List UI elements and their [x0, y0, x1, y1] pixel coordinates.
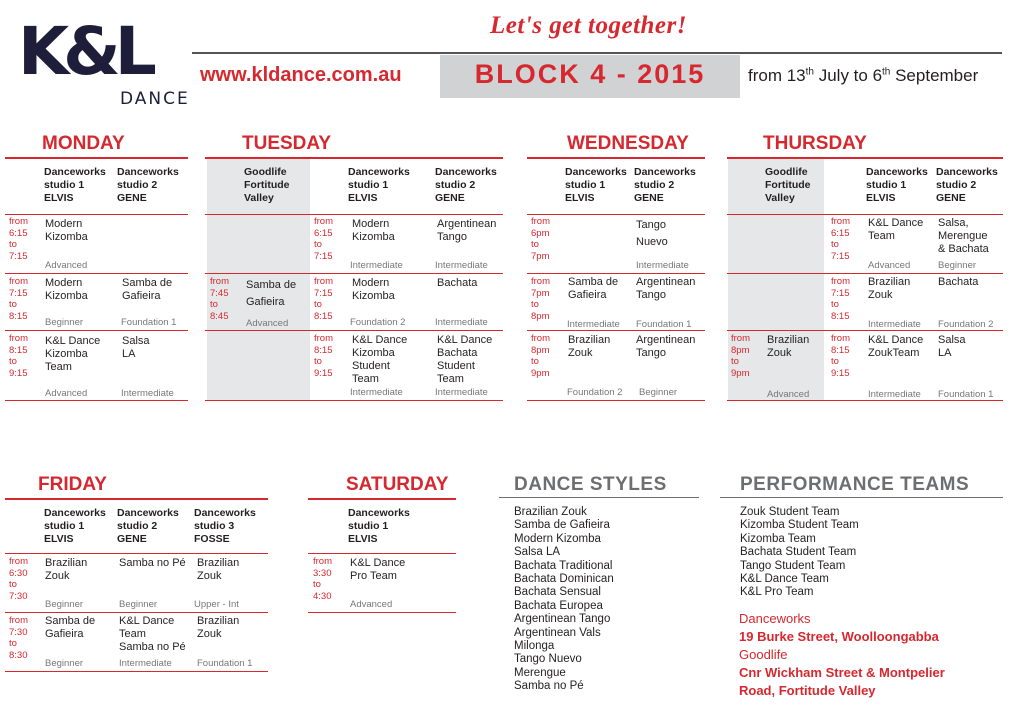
class-level: Advanced	[45, 388, 88, 399]
list-item: Bachata Student Team	[740, 546, 857, 559]
class-name: Tango Nuevo	[636, 219, 668, 248]
class-name: Modern Kizomba	[352, 277, 395, 302]
list-item: Bachata Sensual	[514, 586, 601, 599]
class-level: Beginner	[639, 387, 678, 398]
day-title-tuesday: TUESDAY	[242, 133, 332, 154]
class-level: Intermediate	[636, 260, 689, 271]
dance-styles-list	[514, 506, 614, 694]
list-item: Samba de Gafieira	[514, 519, 610, 532]
time-slot: from 3:30 to 4:30	[313, 556, 332, 602]
block-title: BLOCK 4 - 2015	[474, 59, 706, 89]
class-level: Intermediate	[567, 319, 620, 330]
col-head-goodlife: Goodlife Fortitude Valley	[765, 166, 811, 204]
class-name: Brazilian Zouk	[197, 557, 240, 582]
time-slot: from 7pm to 8pm	[531, 276, 550, 322]
class-name: Samba no Pé	[119, 557, 186, 569]
time-slot: from 7:15 to 8:15	[9, 276, 28, 322]
class-level: Intermediate	[435, 387, 488, 398]
class-name: K&L Dance Team	[868, 217, 924, 242]
kl-dance-logo	[18, 12, 188, 112]
col-head-studio2: Danceworks studio 2 GENE	[936, 166, 998, 204]
class-name: K&L Dance ZoukTeam	[868, 334, 924, 359]
class-name: Argentinean Tango	[437, 218, 497, 243]
class-level: Beginner	[45, 658, 84, 669]
time-slot: from 8pm to 9pm	[531, 333, 550, 379]
col-head-studio1: Danceworks studio 1 ELVIS	[866, 166, 928, 204]
class-level: Foundation 1	[938, 389, 994, 400]
venue-goodlife-name: Goodlife	[739, 647, 788, 662]
class-name: Brazilian Zouk	[868, 276, 911, 301]
day-title-saturday: SATURDAY	[346, 474, 449, 495]
col-head-studio2: Danceworks studio 2 GENE	[634, 166, 696, 204]
class-name: K&L Dance Team Samba no Pé	[119, 615, 186, 653]
class-name: Salsa LA	[122, 335, 150, 360]
time-slot: from 8pm to 9pm	[731, 333, 750, 379]
venue-goodlife-address-1: Cnr Wickham Street & Montpelier	[739, 665, 945, 680]
class-level: Foundation 1	[636, 319, 692, 330]
date-range: from 13th July to 6th September	[748, 66, 979, 85]
class-name: Bachata	[938, 276, 979, 288]
list-item: Brazilian Zouk	[514, 506, 587, 518]
time-slot: from 8:15 to 9:15	[9, 333, 28, 379]
col-head-studio1: Danceworks studio 1 ELVIS	[348, 507, 410, 545]
class-name: Samba de Gafieira	[45, 615, 96, 640]
class-level: Advanced	[45, 260, 88, 271]
venue-danceworks-name: Danceworks	[739, 611, 811, 626]
dance-styles-title: DANCE STYLES	[514, 474, 667, 495]
list-item: Samba no Pé	[514, 680, 584, 693]
class-level: Intermediate	[121, 388, 174, 399]
day-title-monday: MONDAY	[42, 133, 125, 154]
class-name: Brazilian Zouk	[568, 334, 611, 359]
col-head-studio1: Danceworks studio 1 ELVIS	[565, 166, 627, 204]
class-level: Intermediate	[350, 387, 403, 398]
time-slot: from 8:15 to 9:15	[831, 333, 850, 379]
list-item: Bachata Dominican	[514, 573, 614, 586]
class-level: Advanced	[350, 599, 393, 610]
time-slot: from 6:30 to 7:30	[9, 556, 28, 602]
time-slot: from 7:30 to 8:30	[9, 615, 28, 661]
class-level: Beginner	[938, 260, 977, 271]
logo-sub: DANCE	[120, 89, 188, 109]
col-head-studio2: Danceworks studio 2 GENE	[117, 166, 179, 204]
list-item: K&L Pro Team	[740, 586, 814, 599]
class-level: Intermediate	[435, 317, 488, 328]
time-slot: from 8:15 to 9:15	[314, 333, 333, 379]
list-item: Milonga	[514, 640, 555, 653]
class-name: Modern Kizomba	[45, 277, 88, 302]
day-title-wednesday: WEDNESDAY	[567, 133, 689, 154]
col-head-studio2: Danceworks studio 2 GENE	[435, 166, 497, 204]
class-level: Intermediate	[868, 319, 921, 330]
venues	[739, 610, 945, 700]
class-name: Brazilian Zouk	[45, 557, 88, 582]
class-level: Intermediate	[119, 658, 172, 669]
class-name: K&L Dance Bachata Student Team	[437, 334, 493, 385]
list-item: Kizomba Student Team	[740, 519, 859, 532]
list-item: Argentinean Tango	[514, 613, 611, 626]
class-level: Beginner	[119, 599, 158, 610]
col-head-goodlife: Goodlife Fortitude Valley	[244, 166, 290, 204]
class-name: K&L Dance Kizomba Team	[45, 335, 101, 373]
time-slot: from 6:15 to 7:15	[831, 216, 850, 262]
list-item: Bachata Traditional	[514, 559, 613, 572]
list-item: Tango Student Team	[740, 559, 846, 572]
list-item: Salsa LA	[514, 546, 561, 559]
class-name: K&L Dance Kizomba Student Team	[352, 334, 408, 385]
class-name: Brazilian Zouk	[197, 615, 240, 640]
time-slot: from 6:15 to 7:15	[9, 216, 28, 262]
class-level: Foundation 1	[197, 658, 253, 669]
class-level: Advanced	[868, 260, 911, 271]
day-title-thursday: THURSDAY	[763, 133, 867, 154]
class-level: Advanced	[246, 318, 289, 329]
class-name: Salsa, Merengue & Bachata	[938, 217, 989, 255]
col-head-studio3: Danceworks studio 3 FOSSE	[194, 507, 256, 545]
class-level: Beginner	[45, 599, 84, 610]
performance-teams-title: PERFORMANCE TEAMS	[740, 474, 970, 495]
day-title-friday: FRIDAY	[38, 474, 107, 495]
list-item: Zouk Student Team	[740, 506, 840, 518]
class-name: Salsa LA	[938, 334, 966, 359]
class-level: Beginner	[45, 317, 84, 328]
venue-goodlife-address-2: Road, Fortitude Valley	[739, 683, 876, 698]
list-item: Argentinean Vals	[514, 626, 601, 639]
logo-text: K&L	[18, 13, 151, 90]
class-name: Samba de Gafieira	[122, 277, 173, 302]
col-head-studio2: Danceworks studio 2 GENE	[117, 507, 179, 545]
class-name: Samba de Gafieira	[246, 279, 297, 308]
class-name: Modern Kizomba	[45, 218, 88, 243]
class-level: Intermediate	[435, 260, 488, 271]
class-level: Advanced	[767, 389, 810, 400]
performance-teams-list	[740, 506, 859, 600]
website-link[interactable]: www.kldance.com.au	[200, 64, 402, 86]
list-item: Bachata Europea	[514, 599, 603, 612]
header-divider	[192, 52, 1002, 54]
class-level: Foundation 2	[938, 319, 994, 330]
class-name: Argentinean Tango	[636, 334, 696, 359]
col-head-studio1: Danceworks studio 1 ELVIS	[44, 507, 106, 545]
list-item: Modern Kizomba	[514, 532, 601, 545]
col-head-studio1: Danceworks studio 1 ELVIS	[44, 166, 106, 204]
class-level: Upper - Int	[194, 599, 239, 610]
tagline: Let's get together!	[490, 12, 687, 39]
time-slot: from 6:15 to 7:15	[314, 216, 333, 262]
class-name: Bachata	[437, 277, 478, 289]
class-name: Brazilian Zouk	[767, 334, 810, 359]
time-slot: from 7:45 to 8:45	[210, 276, 229, 322]
class-level: Foundation 2	[350, 317, 406, 328]
time-slot: from 6pm to 7pm	[531, 216, 550, 262]
class-level: Intermediate	[350, 260, 403, 271]
class-name: K&L Dance Pro Team	[350, 557, 406, 582]
list-item: Kizomba Team	[740, 532, 816, 545]
list-item: Merengue	[514, 666, 566, 679]
class-name: Argentinean Tango	[636, 276, 696, 301]
class-level: Foundation 1	[121, 317, 177, 328]
list-item: Tango Nuevo	[514, 653, 582, 666]
col-head-studio1: Danceworks studio 1 ELVIS	[348, 166, 410, 204]
class-name: Samba de Gafieira	[568, 276, 619, 301]
class-level: Foundation 2	[567, 387, 623, 398]
class-name: Modern Kizomba	[352, 218, 395, 243]
class-level: Intermediate	[868, 389, 921, 400]
time-slot: from 7:15 to 8:15	[314, 276, 333, 322]
time-slot: from 7:15 to 8:15	[831, 276, 850, 322]
venue-danceworks-address: 19 Burke Street, Woolloongabba	[739, 629, 939, 644]
list-item: K&L Dance Team	[740, 573, 829, 586]
